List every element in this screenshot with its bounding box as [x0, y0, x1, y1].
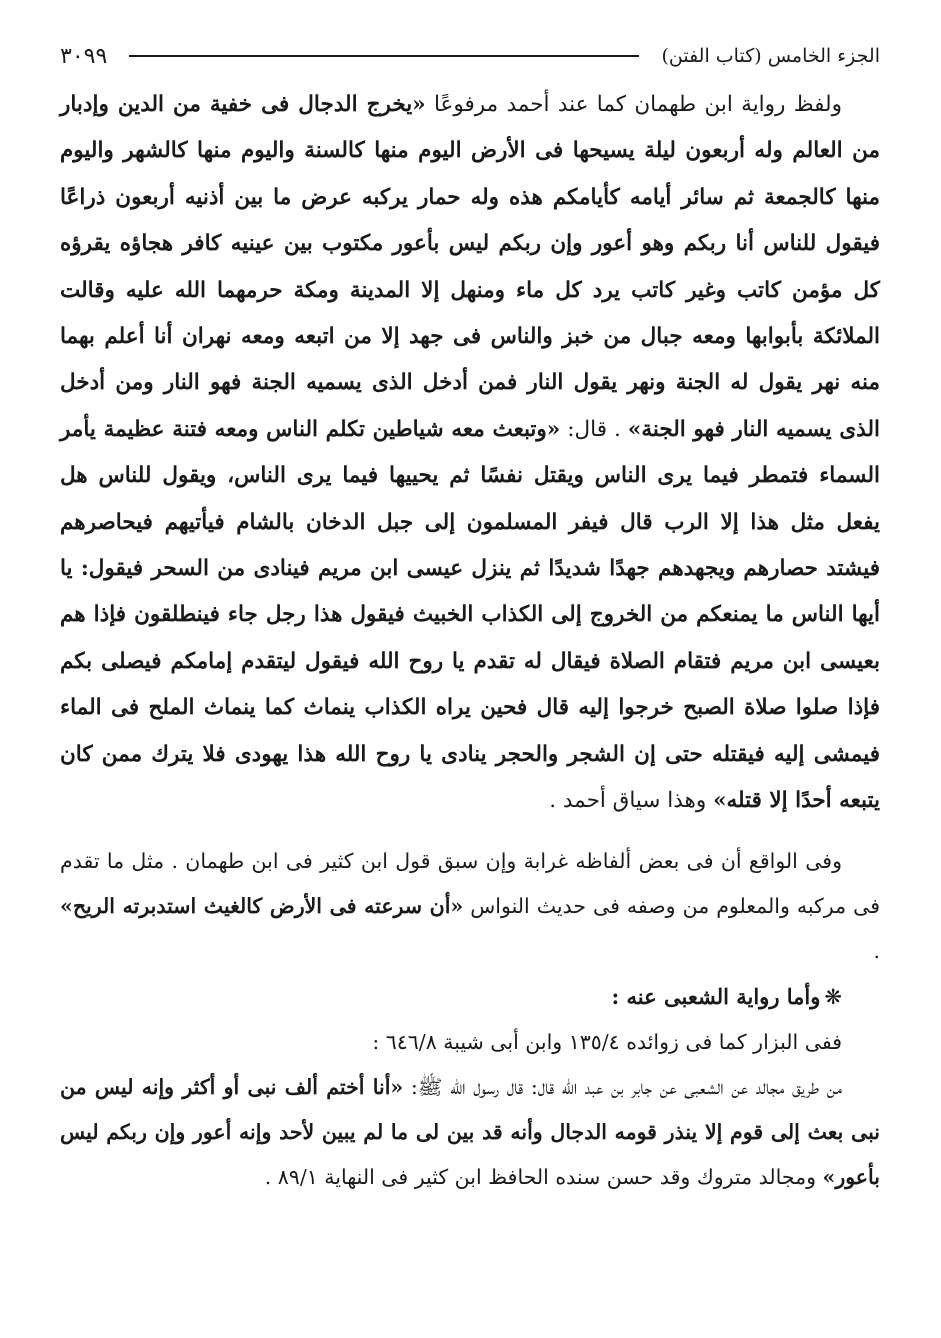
- heading-text: وأما رواية الشعبى عنه :: [611, 983, 821, 1009]
- page-number: ٣٠٩٩: [60, 43, 108, 69]
- bazzar-text: ففى البزار كما فى زوائده ١٣٥/٤ وابن أبى شيبة ٦٤٦/٨ :: [372, 1029, 842, 1054]
- jabir-hadith: «أنا أختم ألف نبى أو أكثر وإنه ليس من نبى بعث إلى قوم إلا ينذر قومه الدجال وأنه قد بين لى ما لم يبين لأحد وإنه أعور وإن ربكم ليس بأعور»: [60, 1074, 880, 1189]
- section-heading: [60, 974, 880, 1020]
- paragraph-ibn-tahman: [60, 82, 880, 825]
- nawwas-quote: «أن سرعته فى الأرض كالغيث استدبرته الريح»: [60, 893, 464, 918]
- header-rule: [129, 55, 639, 57]
- outro-text: وهذا سياق أحمد .: [549, 788, 714, 814]
- hadith-continuation: «وتبعث معه شياطين تكلم الناس ومعه فتنة عظيمة يأمر السماء فتمطر فيما يرى الناس ويقتل نفسًا ثم يحييها فيما يرى الناس، ويقول للناس هل يفعل مثل هذا إلا الرب قال فيفر المسلمون إلى جبل الدخان بالشام فيأتيهم فيحاصرهم فيشتد حصارهم ويجهدهم جهدًا شديدًا ثم ينزل عيسى ابن مريم فينادى من السحر فيقول: يا أيها الناس ما يمنعكم من الخروج إلى الكذاب الخبيث فيقول هذا رجل جاء فينطلقون فإذا هم بعيسى ابن مريم فتقام الصلاة فيقال له تقدم يا روح الله فيقول ليتقدم إمامكم فيصلى بكم فإذا صلوا صلاة الصبح خرجوا إليه قال فحين يراه الكذاب ينماث كما ينماث الملح فى الماء فيمشى إليه فيقتله حتى إن الشجر والحجر ينادى يا روح الله هذا يهودى فلا يترك ممن كان يتبعه أحدًا إلا قتله»: [60, 416, 880, 814]
- page: [60, 30, 880, 1200]
- isnad-text: من طريق مجالد عن الشعبى عن جابر بن عبد الله قال: قال رسول الله ﷺ:: [403, 1074, 842, 1099]
- paragraph-commentary: [60, 839, 880, 974]
- qala-text: . قال:: [560, 416, 628, 442]
- grading-text: ومجالد متروك وقد حسن سنده الحافظ ابن كثير فى النهاية ٨٩/١ .: [264, 1164, 823, 1189]
- paragraph-jabir: [60, 1065, 880, 1200]
- spacer: [60, 825, 880, 839]
- intro-text: ولفظ رواية ابن طهمان كما عند أحمد مرفوعًا: [425, 92, 842, 117]
- running-title: الجزء الخامس (كتاب الفتن): [661, 45, 880, 67]
- page-header: [60, 30, 880, 82]
- hadith-text: «يخرج الدجال فى خفية من الدين وإدبار من العالم وله أربعون ليلة يسيحها فى الأرض اليوم منها كالسنة واليوم منها كالشهر واليوم منها كالجمعة ثم سائر أيامه كأيامكم هذه وله حمار يركبه عرض ما بين أذنيه أربعون ذراعًا فيقول للناس أنا ربكم وهو أعور وإن ربكم ليس بأعور مكتوب بين عينيه كافر هجاؤه يقرؤه كل مؤمن كاتب وغير كاتب يرد كل ماء ومنهل إلا المدينة ومكة حرمهما الله عليه وقالت الملائكة بأبوابها ومعه جبال من خبز والناس فى جهد إلا من اتبعه ومعه نهران أنا أعلم بهما منه نهر يقول له الجنة ونهر يقول النار فمن أدخل الذى يسميه الجنة فهو النار ومن أدخل الذى يسميه النار فهو الجنة»: [60, 92, 880, 442]
- asterism-icon: ❋: [824, 984, 842, 1009]
- commentary-text: وفى الواقع أن فى بعض ألفاظه غرابة وإن سبق قول ابن كثير فى ابن طهمان . مثل ما تقدم فى مركبه والمعلوم من وصفه فى حديث النواس: [60, 848, 881, 918]
- paragraph-bazzar: [60, 1020, 880, 1065]
- commentary-end: .: [873, 938, 880, 963]
